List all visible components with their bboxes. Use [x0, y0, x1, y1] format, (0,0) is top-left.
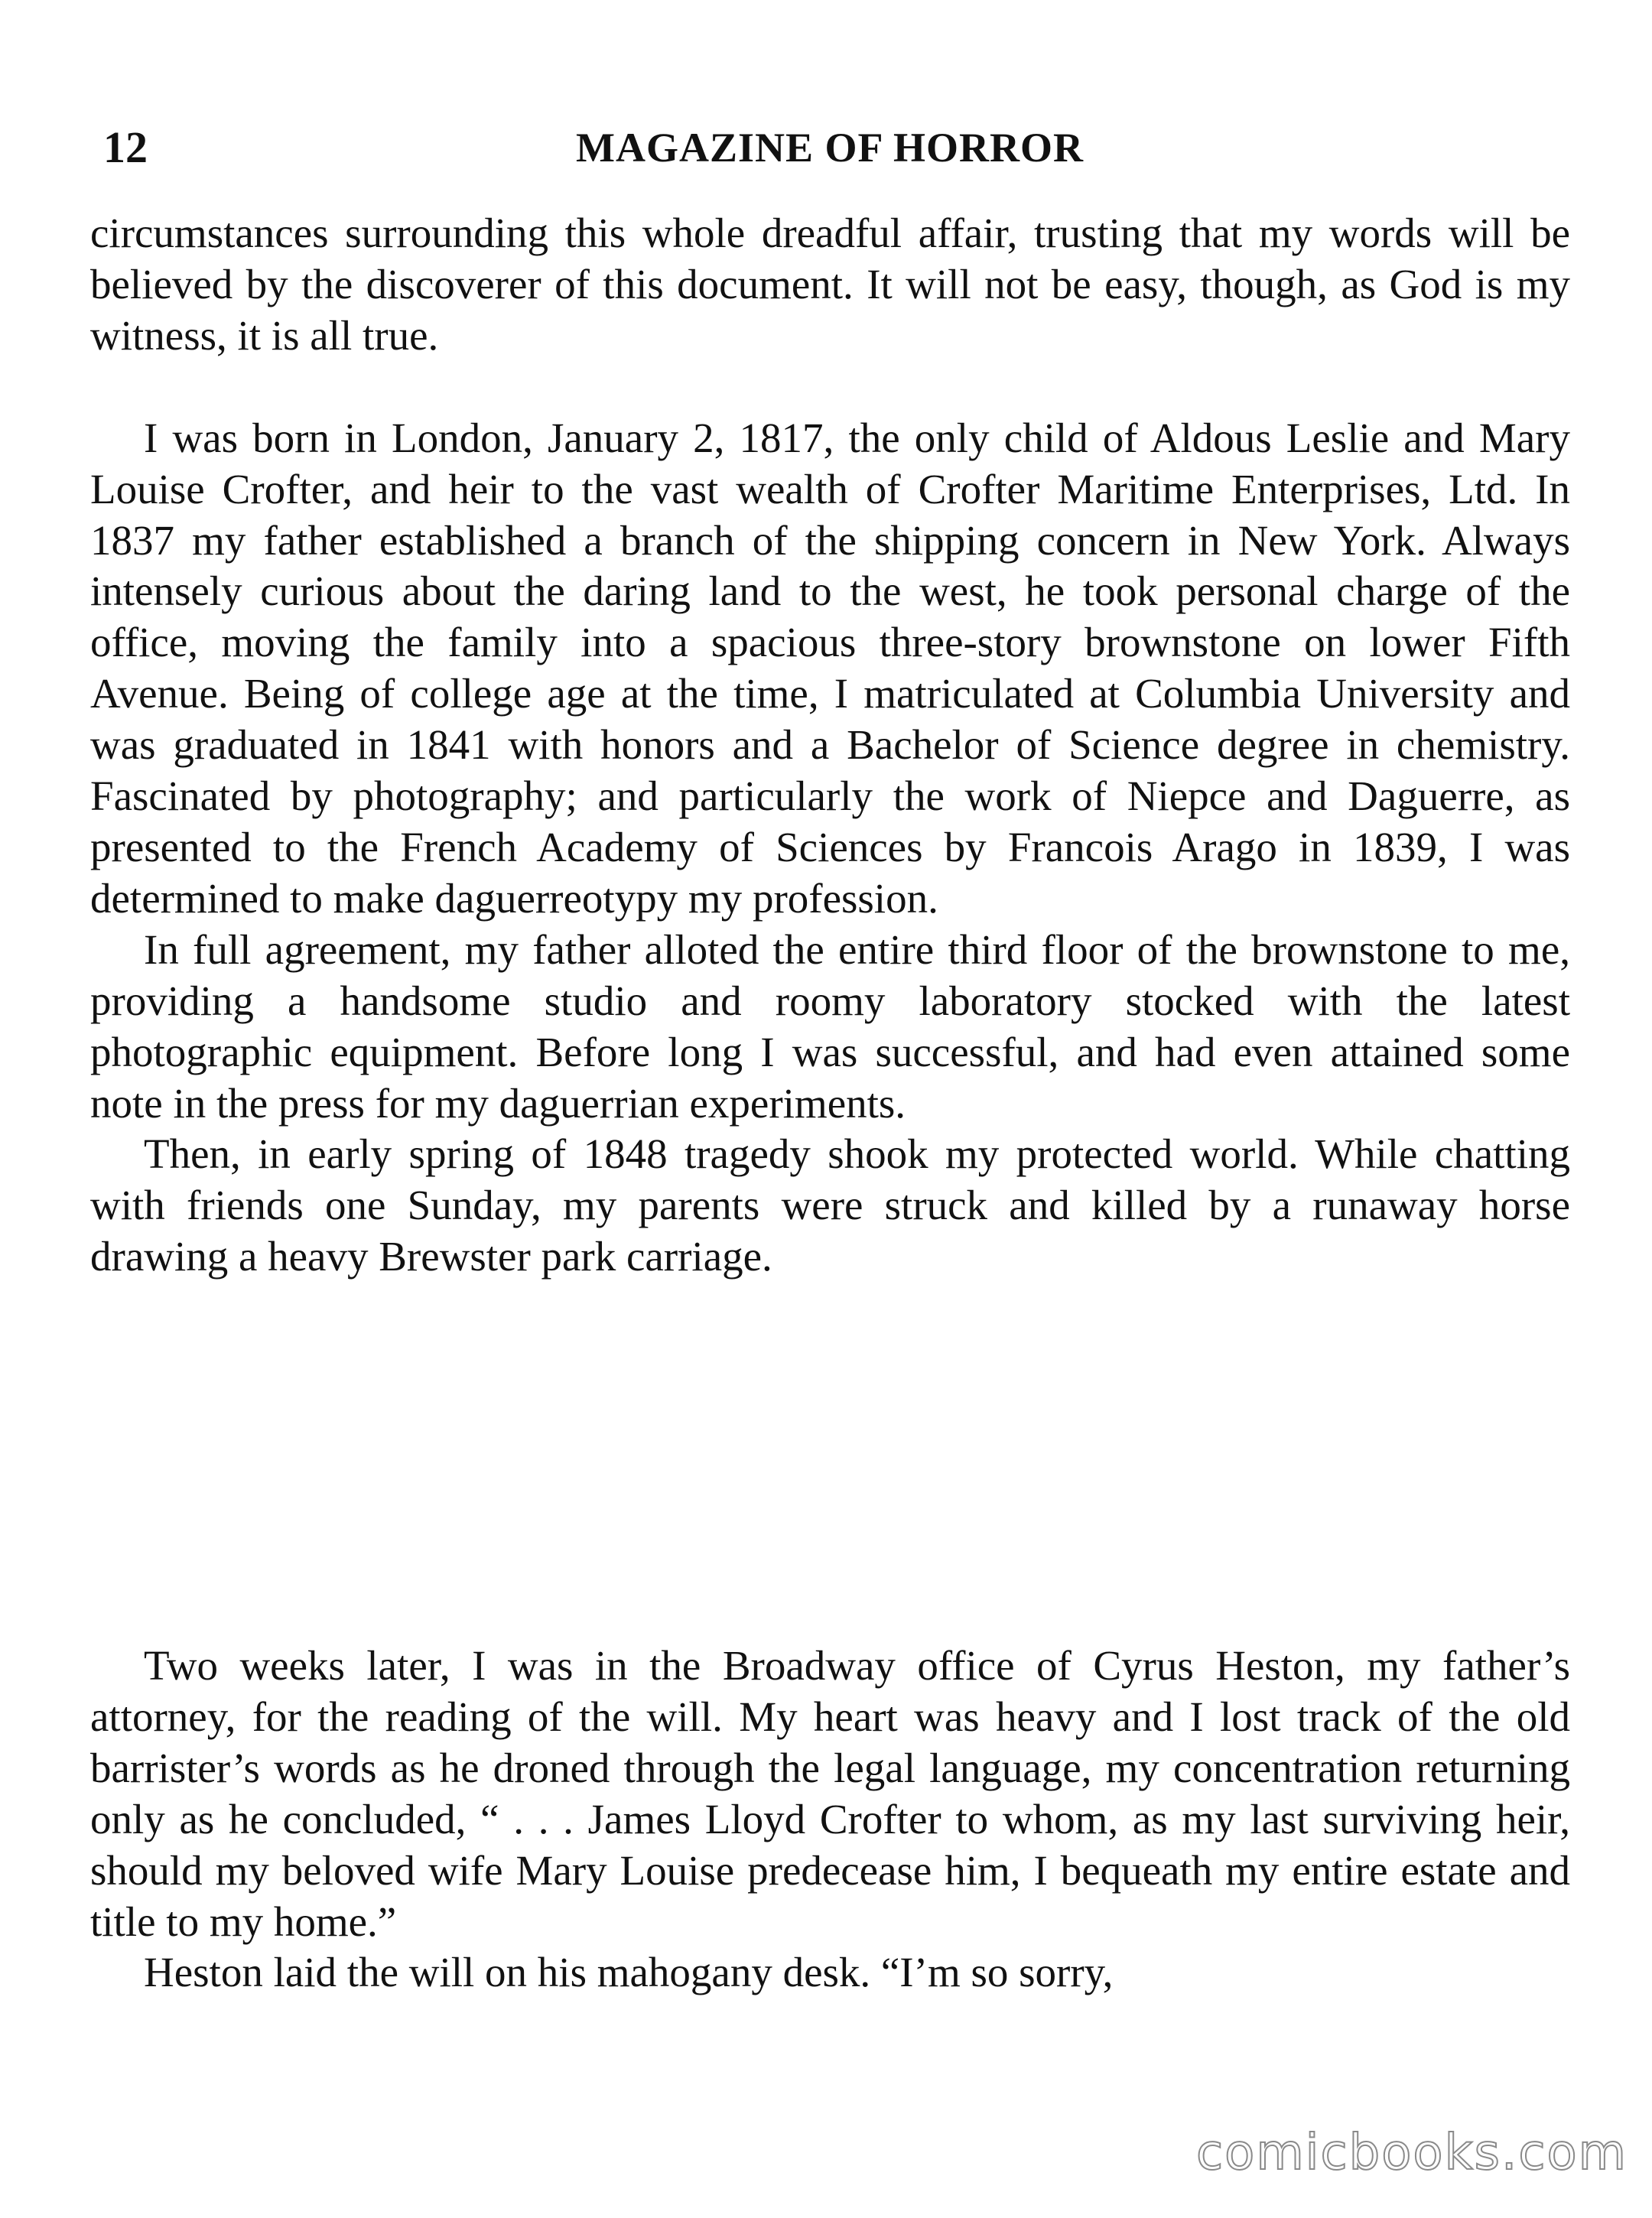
paragraph-birth: I was born in London, January 2, 1817, the only child of Aldous Leslie and Mary Louise Crofter, and heir to the vast wealth of Crofter Maritime Enterprises, Ltd. In 1837 my father established a branch of the shipping concern in New York. Always intensely curious about the daring land to the west, he took personal charge of the office, moving the family into a spacious three-story brownstone on lower Fifth Avenue. Being of college age at the time, I matriculated at Columbia University and was graduated in 1841 with honors and a Bachelor of Science degree in chemistry. Fascinated by photography; and particularly the work of Niepce and Daguerre, as presented to the French Academy of Sciences by Francois Arago in 1839, I was determined to make daguerreotypy my profession.: [90, 414, 1570, 922]
paragraph-heston: Heston laid the will on his mahogany desk. “I’m so sorry,: [144, 1949, 1114, 1996]
page-number: 12: [103, 122, 148, 172]
running-title: MAGAZINE OF HORROR: [576, 125, 1084, 171]
paragraph-studio: In full agreement, my father alloted the entire third floor of the brownstone to me, providing a handsome studio and roomy laboratory stocked with the latest photographic equipment. Before long I was successful, and had even attained some note in the press for my daguerrian experiments.: [90, 925, 1570, 1127]
paragraph-will-reading: Two weeks later, I was in the Broadway office of Cyrus Heston, my father’s attorney, for the reading of the will. My heart was heavy and I lost track of the old barrister’s words as he droned through the legal language, my concentration returning only as he concluded, “ . . . James Lloyd Crofter to whom, as my last surviving heir, should my beloved wife Mary Louise predecease him, I bequeath my entire estate and title to my home.”: [90, 1642, 1570, 1945]
paragraph-continuation: circumstances surrounding this whole dreadful affair, trusting that my words will be believed by the discoverer of this document. It will not be easy, though, as God is my witness, it is all true.: [90, 210, 1570, 359]
page-header: [103, 121, 1556, 174]
text-block-2: [90, 1641, 1570, 1998]
paragraph-tragedy: Then, in early spring of 1848 tragedy shook my protected world. While chatting with friends one Sunday, my parents were struck and killed by a runaway horse drawing a heavy Brewster park carriage.: [90, 1130, 1570, 1280]
text-block-1: [90, 208, 1570, 1283]
watermark-logo: comicbooks.com: [1195, 2125, 1628, 2181]
